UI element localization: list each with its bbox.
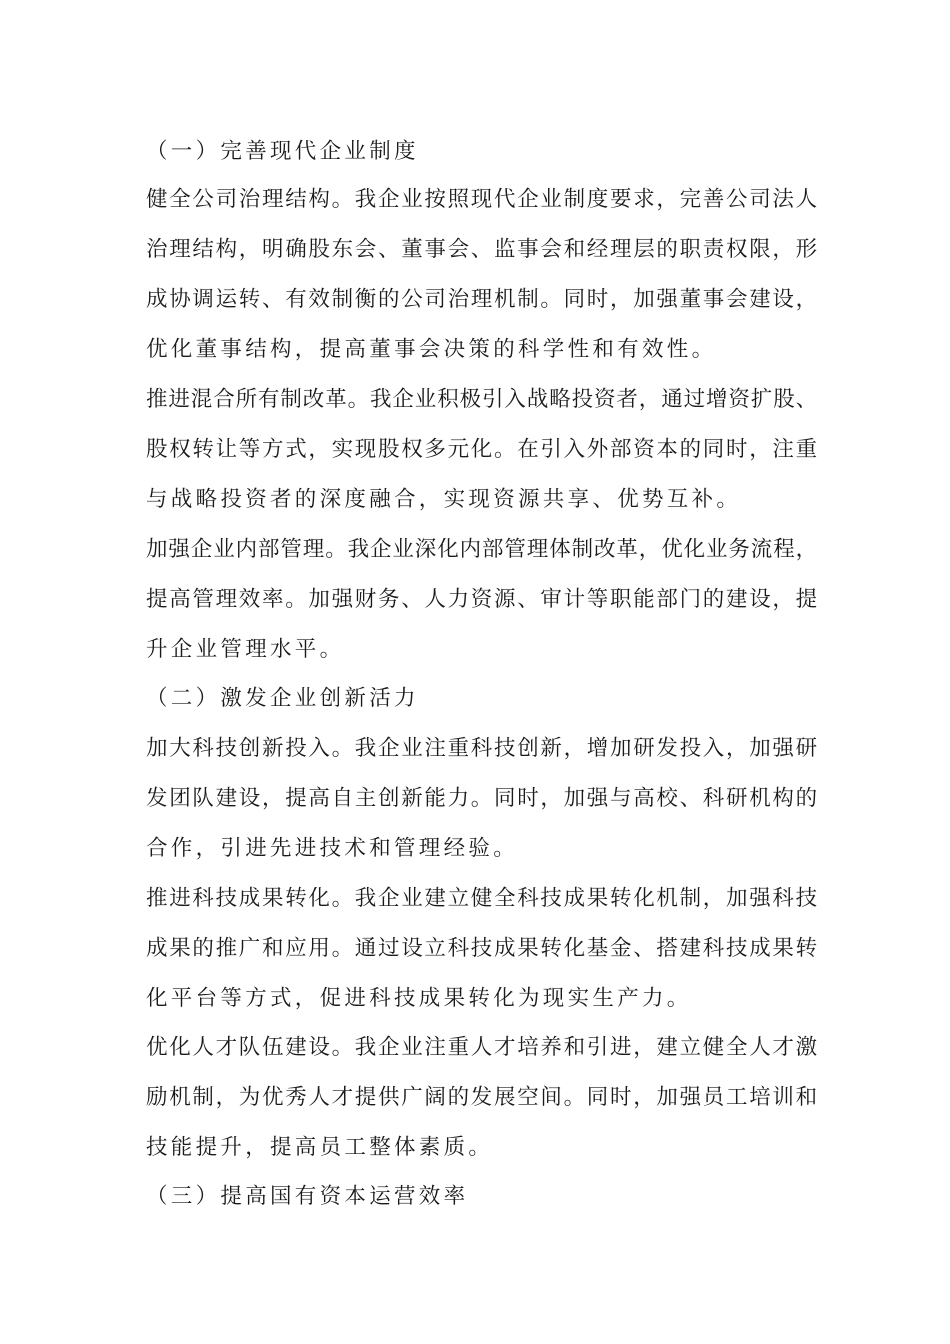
paragraph-line: 优化人才队伍建设。我企业注重人才培养和引进，建立健全人才激 [146,1035,819,1060]
paragraph-line: 与战略投资者的深度融合，实现资源共享、优势互补。 [146,487,742,512]
paragraph-line: 合作，引进先进技术和管理经验。 [146,836,519,861]
section-heading-1: （一）完善现代企业制度 [146,139,419,164]
paragraph-line: 治理结构，明确股东会、董事会、监事会和经理层的职责权限，形 [146,237,819,262]
paragraph-line: 提高管理效率。加强财务、人力资源、审计等职能部门的建设，提 [146,587,819,612]
paragraph-line: 推进混合所有制改革。我企业积极引入战略投资者，通过增资扩股、 [146,387,819,412]
paragraph-line: 加强企业内部管理。我企业深化内部管理体制改革，优化业务流程， [146,537,819,562]
paragraph-line: 励机制，为优秀人才提供广阔的发展空间。同时，加强员工培训和 [146,1085,819,1110]
paragraph-line: 加大科技创新投入。我企业注重科技创新，增加研发投入，加强研 [146,736,819,761]
paragraph-line: 发团队建设，提高自主创新能力。同时，加强与高校、科研机构的 [146,786,819,811]
paragraph-line: 升企业管理水平。 [146,637,345,662]
paragraph-line: 技能提升，提高员工整体素质。 [146,1135,494,1160]
paragraph-line: 成协调运转、有效制衡的公司治理机制。同时，加强董事会建设， [146,287,819,312]
paragraph-line: 成果的推广和应用。通过设立科技成果转化基金、搭建科技成果转 [146,936,819,961]
paragraph-line: 推进科技成果转化。我企业建立健全科技成果转化机制，加强科技 [146,886,819,911]
paragraph-line: 化平台等方式，促进科技成果转化为现实生产力。 [146,986,692,1011]
section-heading-3: （三）提高国有资本运营效率 [146,1184,469,1209]
section-heading-2: （二）激发企业创新活力 [146,686,419,711]
paragraph-line: 股权转让等方式，实现股权多元化。在引入外部资本的同时，注重 [146,437,819,462]
paragraph-line: 优化董事结构，提高董事会决策的科学性和有效性。 [146,337,717,362]
paragraph-line: 健全公司治理结构。我企业按照现代企业制度要求，完善公司法人 [146,187,819,212]
